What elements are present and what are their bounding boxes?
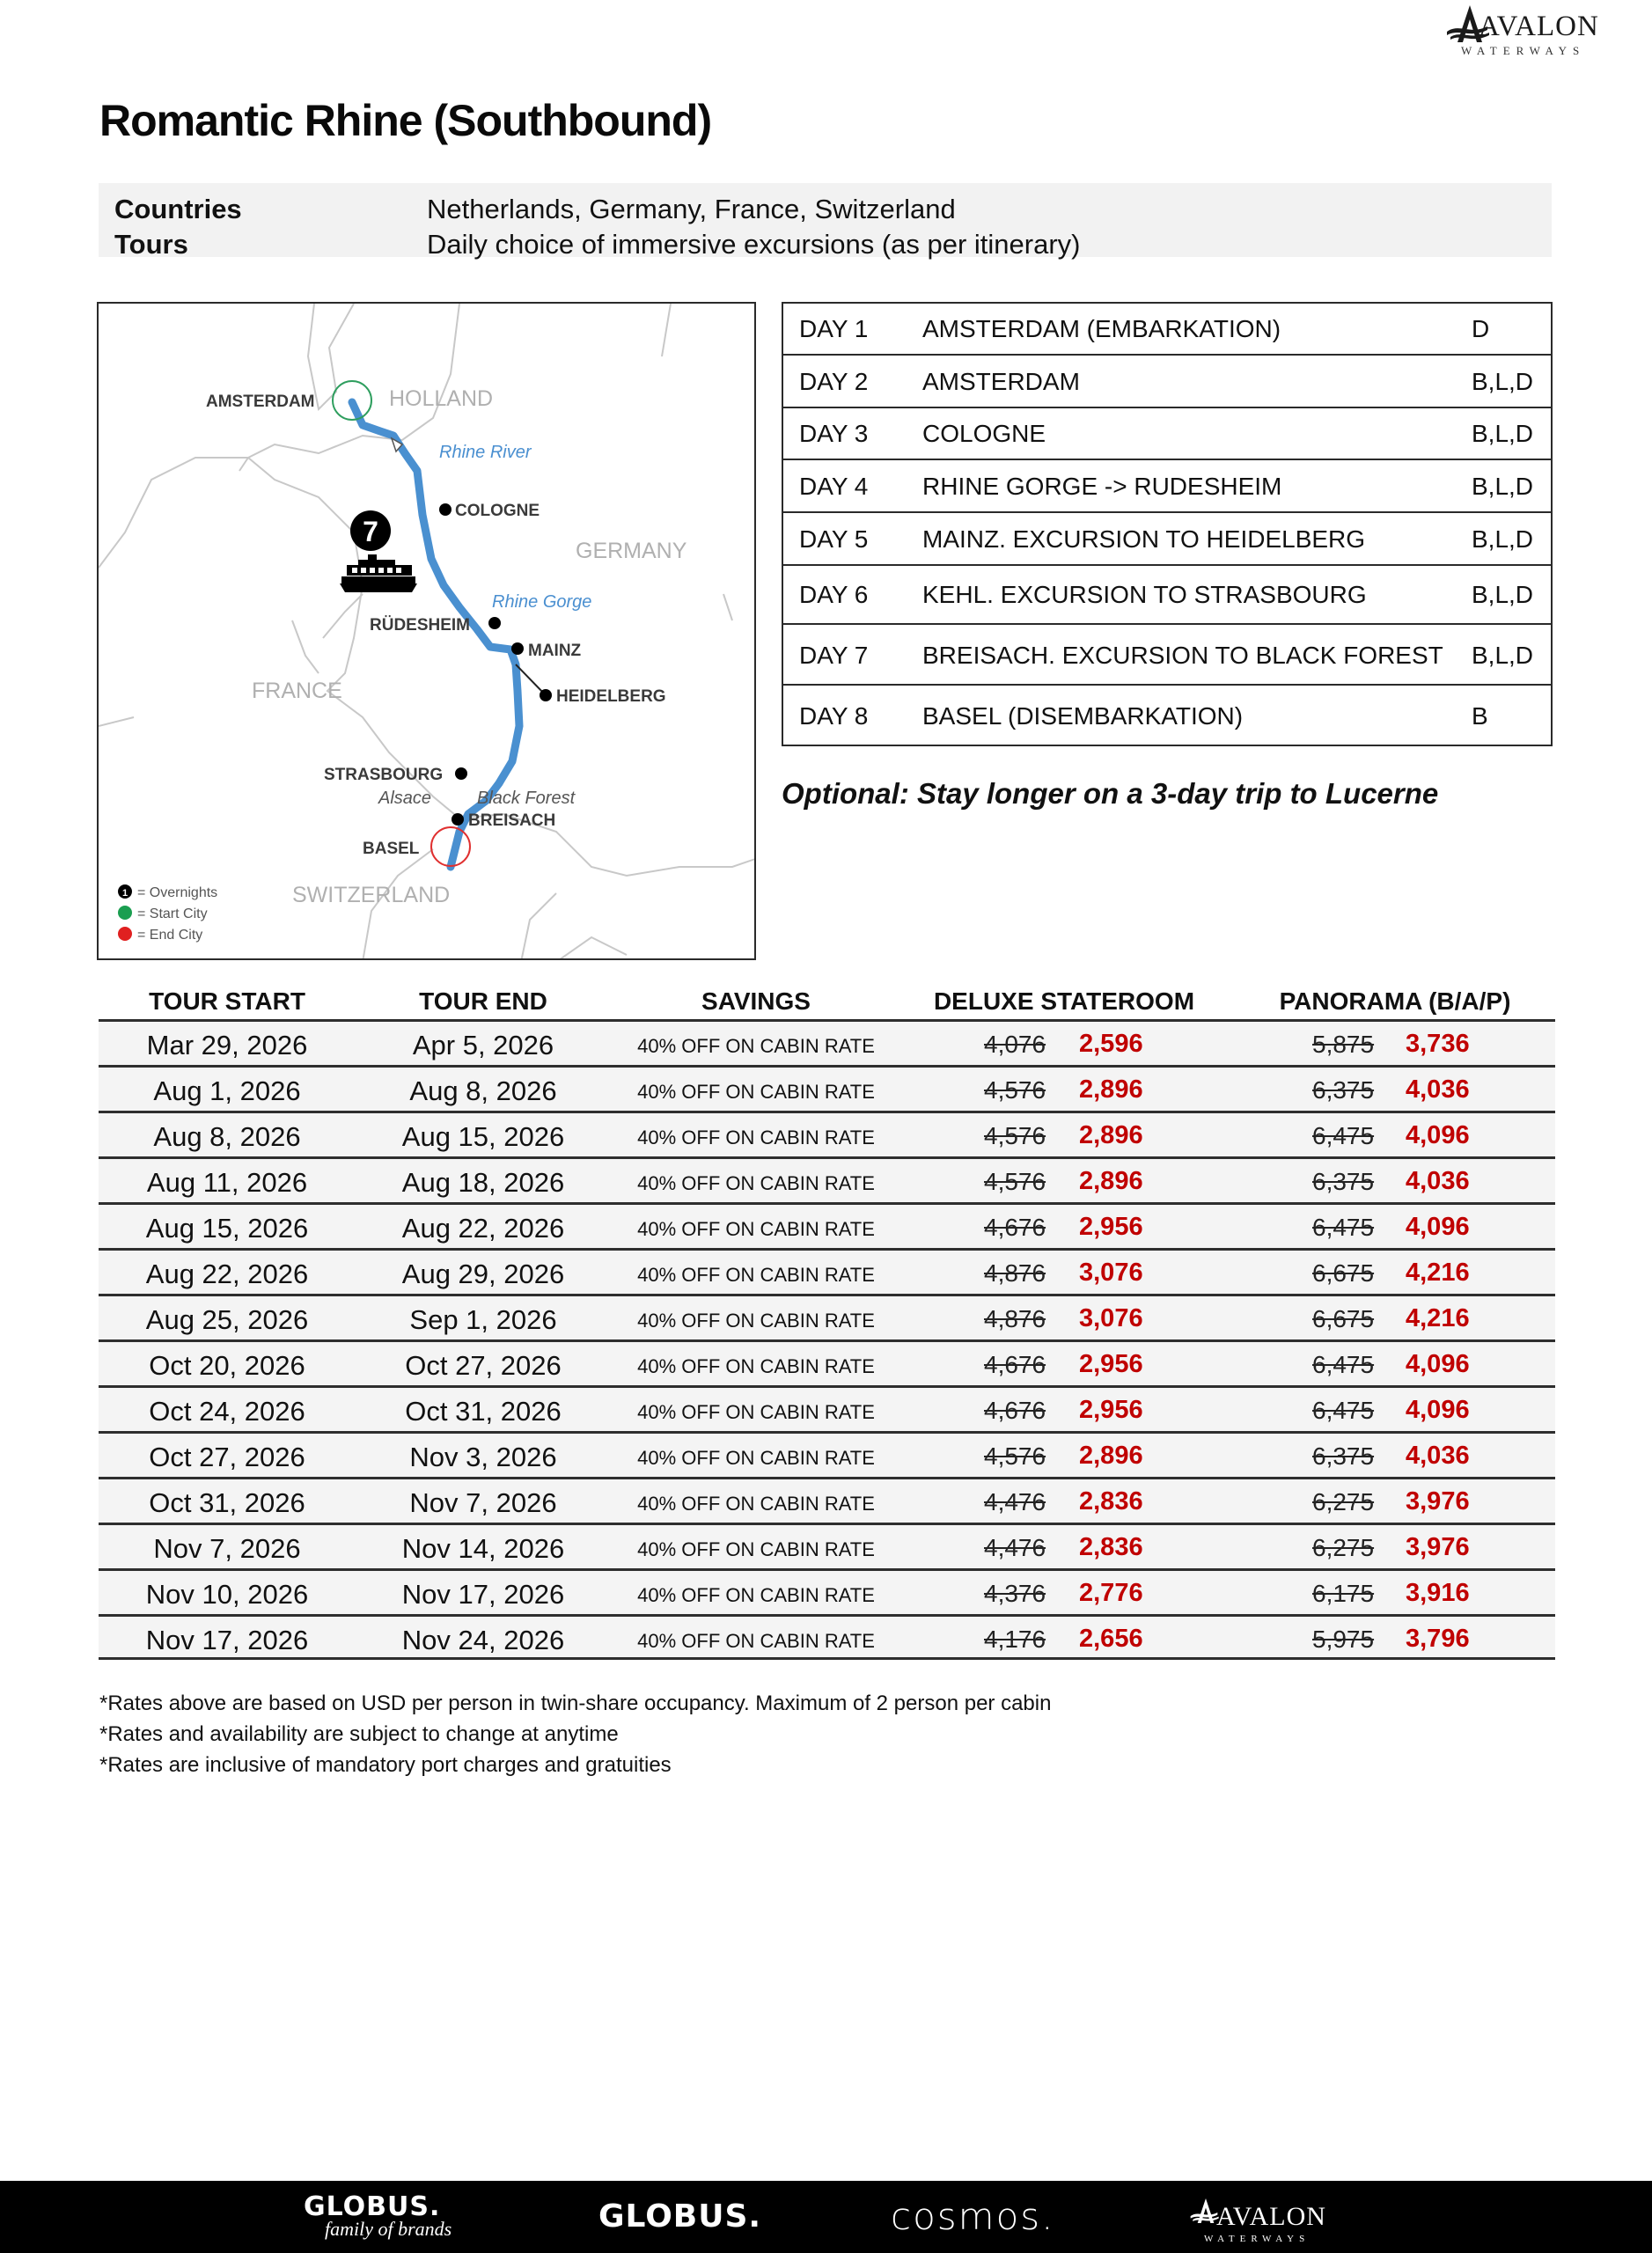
savings-text: 40% OFF ON CABIN RATE xyxy=(637,1584,875,1606)
itinerary-row xyxy=(783,460,1551,513)
price-row xyxy=(99,1294,1555,1339)
optional-extension-note: Optional: Stay longer on a 3-day trip to Lucerne xyxy=(782,777,1439,810)
tour-start-date: Oct 24, 2026 xyxy=(149,1396,305,1427)
panorama-original-price: 6,475 xyxy=(1312,1214,1375,1241)
panorama-original-price: 6,475 xyxy=(1312,1122,1375,1149)
deluxe-sale-price: 3,076 xyxy=(1079,1259,1143,1287)
globus-logo: GLOBUS. xyxy=(598,2198,762,2235)
price-row xyxy=(99,1477,1555,1523)
svg-text:= Start City: = Start City xyxy=(137,906,208,921)
svg-text:SWITZERLAND: SWITZERLAND xyxy=(292,883,451,907)
itinerary-meals: B,L,D xyxy=(1472,473,1534,500)
deluxe-sale-price: 2,656 xyxy=(1079,1625,1143,1653)
itinerary-meals: B,L,D xyxy=(1472,642,1534,669)
info-label: Tours xyxy=(114,229,188,260)
route-map xyxy=(97,302,756,960)
price-table xyxy=(99,1019,1555,1660)
savings-text: 40% OFF ON CABIN RATE xyxy=(637,1172,875,1194)
savings-text: 40% OFF ON CABIN RATE xyxy=(637,1447,875,1469)
header-tour-end: TOUR END xyxy=(419,987,547,1015)
panorama-original-price: 6,475 xyxy=(1312,1351,1375,1378)
tour-end-date: Aug 22, 2026 xyxy=(401,1213,565,1244)
panorama-sale-price: 4,096 xyxy=(1406,1213,1470,1241)
tour-start-date: Aug 8, 2026 xyxy=(153,1121,301,1152)
tour-end-date: Oct 31, 2026 xyxy=(405,1396,562,1427)
brand-tagline: family of brands xyxy=(325,2218,452,2240)
itinerary-meals: B,L,D xyxy=(1472,581,1534,608)
deluxe-original-price: 4,576 xyxy=(984,1122,1046,1149)
savings-text: 40% OFF ON CABIN RATE xyxy=(637,1630,875,1652)
panorama-sale-price: 3,736 xyxy=(1406,1030,1470,1058)
deluxe-original-price: 4,476 xyxy=(984,1534,1046,1561)
footnote: *Rates and availability are subject to change at anytime xyxy=(99,1722,619,1746)
header-savings: SAVINGS xyxy=(701,987,811,1015)
tour-start-date: Aug 11, 2026 xyxy=(146,1167,308,1198)
tour-end-date: Nov 17, 2026 xyxy=(401,1579,565,1610)
itinerary-row xyxy=(783,304,1551,356)
globus-family-logo xyxy=(304,2191,452,2240)
tour-start-date: Aug 1, 2026 xyxy=(153,1075,301,1106)
panorama-sale-price: 3,796 xyxy=(1406,1625,1470,1653)
panorama-sale-price: 4,216 xyxy=(1406,1259,1470,1287)
tour-end-date: Nov 14, 2026 xyxy=(401,1533,565,1564)
rate-footnotes xyxy=(99,1692,1051,1784)
savings-text: 40% OFF ON CABIN RATE xyxy=(637,1035,875,1057)
svg-text:BASEL: BASEL xyxy=(363,840,420,858)
itinerary-row xyxy=(783,566,1551,625)
itinerary-meals: B,L,D xyxy=(1472,420,1534,447)
deluxe-sale-price: 2,836 xyxy=(1079,1487,1143,1515)
panorama-original-price: 6,675 xyxy=(1312,1259,1375,1287)
itinerary-table xyxy=(782,302,1553,746)
deluxe-original-price: 4,576 xyxy=(984,1442,1046,1470)
svg-text:Rhine River: Rhine River xyxy=(439,443,532,462)
deluxe-original-price: 4,576 xyxy=(984,1076,1046,1104)
panorama-original-price: 6,375 xyxy=(1312,1168,1375,1195)
panorama-sale-price: 4,036 xyxy=(1406,1442,1470,1470)
panorama-sale-price: 3,976 xyxy=(1406,1487,1470,1515)
panorama-original-price: 6,375 xyxy=(1312,1076,1375,1104)
header-panorama: PANORAMA (B/A/P) xyxy=(1279,987,1511,1015)
deluxe-sale-price: 3,076 xyxy=(1079,1304,1143,1332)
savings-text: 40% OFF ON CABIN RATE xyxy=(637,1355,875,1377)
itinerary-meals: D xyxy=(1472,315,1490,342)
overnights-badge xyxy=(350,510,391,551)
info-value: Daily choice of immersive excursions (as per itinerary) xyxy=(427,229,1081,260)
svg-text:Alsace: Alsace xyxy=(378,789,432,808)
deluxe-original-price: 4,576 xyxy=(984,1168,1046,1195)
panorama-sale-price: 4,036 xyxy=(1406,1167,1470,1195)
price-row xyxy=(99,1111,1555,1156)
price-row xyxy=(99,1385,1555,1431)
itinerary-day: DAY 1 xyxy=(799,315,869,342)
price-row xyxy=(99,1431,1555,1477)
panorama-sale-price: 3,976 xyxy=(1406,1533,1470,1561)
deluxe-original-price: 4,076 xyxy=(984,1031,1046,1058)
page-title: Romantic Rhine (Southbound) xyxy=(99,96,712,145)
tour-start-date: Oct 20, 2026 xyxy=(149,1350,305,1381)
panorama-original-price: 5,875 xyxy=(1312,1031,1375,1058)
svg-text:STRASBOURG: STRASBOURG xyxy=(324,766,444,784)
svg-text:1: 1 xyxy=(121,888,128,899)
city-dots xyxy=(439,503,552,826)
savings-text: 40% OFF ON CABIN RATE xyxy=(637,1126,875,1149)
deluxe-original-price: 4,676 xyxy=(984,1397,1046,1424)
price-row xyxy=(99,1065,1555,1111)
svg-text:BREISACH: BREISACH xyxy=(468,811,556,830)
itinerary-row xyxy=(783,686,1551,746)
map-legend xyxy=(118,884,217,943)
panorama-original-price: 6,375 xyxy=(1312,1442,1375,1470)
savings-text: 40% OFF ON CABIN RATE xyxy=(637,1538,875,1560)
panorama-sale-price: 4,036 xyxy=(1406,1075,1470,1104)
deluxe-original-price: 4,476 xyxy=(984,1488,1046,1515)
city-labels xyxy=(206,393,666,858)
tour-start-date: Aug 25, 2026 xyxy=(145,1304,309,1335)
price-row xyxy=(99,1019,1555,1065)
price-row xyxy=(99,1339,1555,1385)
price-row xyxy=(99,1202,1555,1248)
brand-subtitle: WATERWAYS xyxy=(1204,2234,1311,2244)
deluxe-sale-price: 2,896 xyxy=(1079,1442,1143,1470)
deluxe-sale-price: 2,956 xyxy=(1079,1396,1143,1424)
itinerary-place: BASEL (DISEMBARKATION) xyxy=(922,702,1244,730)
deluxe-sale-price: 2,896 xyxy=(1079,1167,1143,1195)
tour-end-date: Aug 8, 2026 xyxy=(409,1075,557,1106)
deluxe-sale-price: 2,836 xyxy=(1079,1533,1143,1561)
tour-end-date: Nov 24, 2026 xyxy=(401,1625,565,1655)
svg-text:= End City: = End City xyxy=(137,928,203,943)
deluxe-sale-price: 2,596 xyxy=(1079,1030,1143,1058)
itinerary-meals: B,L,D xyxy=(1472,368,1534,395)
tour-end-date: Aug 18, 2026 xyxy=(401,1167,565,1198)
svg-text:HOLLAND: HOLLAND xyxy=(389,386,494,411)
deluxe-original-price: 4,876 xyxy=(984,1305,1046,1332)
brand-name: GLOBUS. xyxy=(304,2191,441,2222)
deluxe-sale-price: 2,776 xyxy=(1079,1579,1143,1607)
tour-end-date: Apr 5, 2026 xyxy=(412,1030,554,1060)
tour-start-date: Nov 7, 2026 xyxy=(153,1533,301,1564)
tour-end-date: Nov 7, 2026 xyxy=(409,1487,557,1518)
panorama-original-price: 6,675 xyxy=(1312,1305,1375,1332)
header-deluxe-stateroom: DELUXE STATEROOM xyxy=(933,987,1195,1015)
footer-brands-bar xyxy=(0,2181,1652,2253)
svg-text:COLOGNE: COLOGNE xyxy=(455,502,540,520)
price-table-header xyxy=(99,986,1555,1021)
svg-text:7: 7 xyxy=(363,516,378,547)
itinerary-row xyxy=(783,625,1551,686)
itinerary-day: DAY 2 xyxy=(799,368,869,395)
panorama-original-price: 6,275 xyxy=(1312,1534,1375,1561)
itinerary-place: AMSTERDAM (EMBARKATION) xyxy=(922,315,1281,342)
svg-text:Rhine Gorge: Rhine Gorge xyxy=(492,592,592,612)
itinerary-day: DAY 5 xyxy=(799,525,869,553)
footnote: *Rates are inclusive of mandatory port charges and gratuities xyxy=(99,1753,672,1777)
itinerary-day: DAY 8 xyxy=(799,702,869,730)
savings-text: 40% OFF ON CABIN RATE xyxy=(637,1218,875,1240)
deluxe-sale-price: 2,956 xyxy=(1079,1213,1143,1241)
deluxe-original-price: 4,676 xyxy=(984,1214,1046,1241)
deluxe-original-price: 4,876 xyxy=(984,1259,1046,1287)
info-label: Countries xyxy=(114,194,242,224)
svg-text:GERMANY: GERMANY xyxy=(576,539,687,563)
tour-start-date: Oct 27, 2026 xyxy=(149,1442,305,1472)
tour-end-date: Nov 3, 2026 xyxy=(409,1442,557,1472)
itinerary-place: MAINZ. EXCURSION TO HEIDELBERG xyxy=(922,525,1366,553)
panorama-original-price: 6,475 xyxy=(1312,1397,1375,1424)
tour-end-date: Aug 15, 2026 xyxy=(401,1121,565,1152)
panorama-sale-price: 4,096 xyxy=(1406,1121,1470,1149)
tour-start-date: Oct 31, 2026 xyxy=(149,1487,305,1518)
panorama-original-price: 5,975 xyxy=(1312,1626,1375,1653)
itinerary-place: COLOGNE xyxy=(922,420,1046,447)
footnote: *Rates above are based on USD per person in twin-share occupancy. Maximum of 2 person per cabin xyxy=(99,1692,1052,1715)
header-tour-start: TOUR START xyxy=(149,987,305,1015)
deluxe-original-price: 4,376 xyxy=(984,1580,1046,1607)
itinerary-meals: B xyxy=(1472,702,1488,730)
itinerary-place: KEHL. EXCURSION TO STRASBOURG xyxy=(922,581,1367,608)
price-row xyxy=(99,1614,1555,1660)
logo-subtitle: WATERWAYS xyxy=(1461,44,1586,57)
itinerary-day: DAY 7 xyxy=(799,642,869,669)
svg-text:= Overnights: = Overnights xyxy=(137,885,218,900)
svg-text:FRANCE: FRANCE xyxy=(252,679,342,703)
tour-start-date: Nov 17, 2026 xyxy=(145,1625,309,1655)
svg-text:Black Forest: Black Forest xyxy=(477,789,576,808)
deluxe-sale-price: 2,956 xyxy=(1079,1350,1143,1378)
tour-start-date: Aug 15, 2026 xyxy=(145,1213,309,1244)
itinerary-place: RHINE GORGE -> RUDESHEIM xyxy=(922,473,1282,500)
itinerary-place: AMSTERDAM xyxy=(922,368,1080,395)
savings-text: 40% OFF ON CABIN RATE xyxy=(637,1401,875,1423)
avalon-waterways-logo xyxy=(1443,4,1611,58)
price-row xyxy=(99,1156,1555,1202)
panorama-original-price: 6,175 xyxy=(1312,1580,1375,1607)
svg-text:MAINZ: MAINZ xyxy=(528,642,582,660)
panorama-sale-price: 4,096 xyxy=(1406,1396,1470,1424)
tour-end-date: Aug 29, 2026 xyxy=(401,1259,565,1289)
cosmos-logo: cosmos. xyxy=(891,2195,1055,2238)
info-value: Netherlands, Germany, France, Switzerland xyxy=(427,194,956,224)
price-row xyxy=(99,1523,1555,1568)
tour-end-date: Sep 1, 2026 xyxy=(409,1304,557,1335)
price-row xyxy=(99,1568,1555,1614)
itinerary-day: DAY 4 xyxy=(799,473,869,500)
itinerary-day: DAY 6 xyxy=(799,581,869,608)
itinerary-place: BREISACH. EXCURSION TO BLACK FOREST xyxy=(922,642,1443,669)
deluxe-sale-price: 2,896 xyxy=(1079,1075,1143,1104)
svg-text:RÜDESHEIM: RÜDESHEIM xyxy=(370,616,471,635)
price-row xyxy=(99,1248,1555,1294)
trip-info-box xyxy=(99,183,1552,260)
panorama-original-price: 6,275 xyxy=(1312,1488,1375,1515)
itinerary-day: DAY 3 xyxy=(799,420,869,447)
tour-end-date: Oct 27, 2026 xyxy=(405,1350,562,1381)
savings-text: 40% OFF ON CABIN RATE xyxy=(637,1493,875,1515)
brand-name: AVALON xyxy=(1216,2202,1326,2231)
logo-wordmark: AVALON xyxy=(1479,11,1599,42)
ship-icon xyxy=(340,554,417,592)
deluxe-original-price: 4,676 xyxy=(984,1351,1046,1378)
panorama-sale-price: 4,096 xyxy=(1406,1350,1470,1378)
svg-text:HEIDELBERG: HEIDELBERG xyxy=(556,687,666,706)
savings-text: 40% OFF ON CABIN RATE xyxy=(637,1081,875,1103)
panorama-sale-price: 3,916 xyxy=(1406,1579,1470,1607)
savings-text: 40% OFF ON CABIN RATE xyxy=(637,1264,875,1286)
tour-start-date: Mar 29, 2026 xyxy=(146,1030,308,1060)
itinerary-meals: B,L,D xyxy=(1472,525,1534,553)
itinerary-row xyxy=(783,356,1551,408)
deluxe-sale-price: 2,896 xyxy=(1079,1121,1143,1149)
deluxe-original-price: 4,176 xyxy=(984,1626,1046,1653)
panorama-sale-price: 4,216 xyxy=(1406,1304,1470,1332)
savings-text: 40% OFF ON CABIN RATE xyxy=(637,1310,875,1332)
itinerary-row xyxy=(783,408,1551,460)
itinerary-row xyxy=(783,513,1551,566)
tour-start-date: Nov 10, 2026 xyxy=(145,1579,309,1610)
svg-text:AMSTERDAM: AMSTERDAM xyxy=(206,393,315,411)
tour-start-date: Aug 22, 2026 xyxy=(145,1259,309,1289)
